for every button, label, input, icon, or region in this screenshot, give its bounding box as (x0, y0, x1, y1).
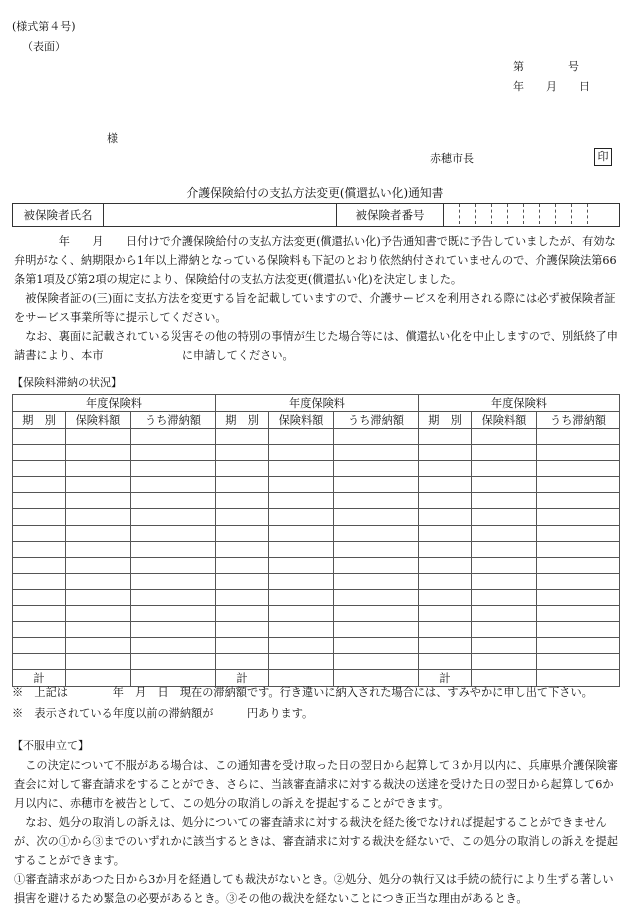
table-cell[interactable] (472, 557, 537, 573)
table-cell[interactable] (537, 509, 620, 525)
table-cell[interactable] (13, 589, 66, 605)
table-cell[interactable] (13, 445, 66, 461)
table-row (13, 557, 620, 573)
col-period: 期 別 (13, 412, 66, 429)
table-cell[interactable] (472, 541, 537, 557)
body-paragraph-3: なお、裏面に記載されている災害その他の特別の事情が生じた場合等には、償還払い化を中止しますので、別紙終了申請書により、本市 に申請してください。 (14, 330, 618, 362)
table-cell[interactable] (13, 606, 66, 622)
table-cell[interactable] (537, 589, 620, 605)
col-arrears: うち滞納額 (334, 412, 419, 429)
table-cell[interactable] (13, 573, 66, 589)
table-row (13, 654, 620, 670)
table-cell[interactable] (131, 493, 216, 509)
table-cell[interactable] (334, 525, 419, 541)
table-cell[interactable] (13, 557, 66, 573)
insured-number-field[interactable] (444, 204, 620, 227)
insured-name-field[interactable] (104, 204, 337, 227)
table-cell[interactable] (537, 622, 620, 638)
table-cell[interactable] (537, 557, 620, 573)
year-premium-header: 年度保険料 (13, 395, 216, 412)
table-cell[interactable] (419, 445, 472, 461)
table-cell[interactable] (216, 573, 269, 589)
table-cell[interactable] (419, 606, 472, 622)
appeal-paragraph-1: この決定について不服がある場合は、この通知書を受け取った日の翌日から起算して３か月以内に、兵庫県介護保険審査会に対して審査請求をすることができ、さらに、当該審査請求に対する裁決の送達を受けた日の翌日から起算して6か月以内に、赤穂市を被告として、この処分の取消しの訴えを提起することができます。 (14, 759, 618, 810)
table-row (13, 477, 620, 493)
table-cell[interactable] (66, 445, 131, 461)
table-cell[interactable] (334, 606, 419, 622)
total-label: 計 (216, 670, 269, 687)
table-cell[interactable] (269, 573, 334, 589)
table-cell[interactable] (334, 573, 419, 589)
table-cell[interactable] (269, 606, 334, 622)
table-cell[interactable] (472, 589, 537, 605)
table-cell[interactable] (131, 541, 216, 557)
official-seal: 印 (594, 148, 612, 166)
table-cell[interactable] (66, 493, 131, 509)
table-cell[interactable] (537, 541, 620, 557)
table-cell[interactable] (216, 429, 269, 445)
table-cell[interactable] (269, 589, 334, 605)
table-cell[interactable] (269, 654, 334, 670)
table-cell[interactable] (419, 461, 472, 477)
table-cell[interactable] (13, 654, 66, 670)
table-cell[interactable] (66, 509, 131, 525)
table-cell[interactable] (334, 654, 419, 670)
table-cell[interactable] (216, 461, 269, 477)
table-cell[interactable] (13, 638, 66, 654)
table-cell[interactable] (66, 541, 131, 557)
col-period: 期 別 (216, 412, 269, 429)
table-cell[interactable] (216, 525, 269, 541)
table-cell[interactable] (13, 541, 66, 557)
table-cell[interactable] (13, 525, 66, 541)
table-cell[interactable] (472, 654, 537, 670)
table-cell[interactable] (131, 429, 216, 445)
table-cell[interactable] (269, 525, 334, 541)
appeal-paragraph-3: ①審査請求があつた日から3か月を経過しても裁決がないとき。②処分、処分の執行又は手続の続行により生ずる著しい損害を避けるため緊急の必要があるとき。③その他の裁決を経ないことにつき正当な理由があるとき。 (14, 873, 614, 905)
table-cell[interactable] (66, 525, 131, 541)
insured-info-table (12, 203, 620, 227)
table-cell[interactable] (66, 654, 131, 670)
table-cell[interactable] (472, 573, 537, 589)
table-cell[interactable] (537, 445, 620, 461)
table-row (13, 541, 620, 557)
note-current-arrears: ※ 上記は 年 月 日 現在の滞納額です。行き違いに納入された場合には、すみやかに申し出て下さい。 (12, 686, 593, 699)
col-premium: 保険料額 (269, 412, 334, 429)
form-number: (様式第４号) (12, 20, 76, 33)
table-cell[interactable] (269, 638, 334, 654)
table-row (13, 445, 620, 461)
note-prior-arrears: ※ 表示されている年度以前の滞納額が 円あります。 (12, 707, 314, 720)
table-cell[interactable] (131, 654, 216, 670)
col-premium: 保険料額 (66, 412, 131, 429)
table-cell[interactable] (419, 509, 472, 525)
page-title: 介護保険給付の支払方法変更(償還払い化)通知書 (186, 186, 444, 200)
table-cell[interactable] (472, 638, 537, 654)
table-row (13, 429, 620, 445)
year-premium-header: 年度保険料 (419, 395, 620, 412)
table-cell[interactable] (537, 461, 620, 477)
arrears-table (12, 394, 620, 687)
table-cell[interactable] (472, 622, 537, 638)
table-cell[interactable] (13, 622, 66, 638)
table-cell[interactable] (66, 622, 131, 638)
side-label: （表面） (22, 40, 66, 53)
table-cell[interactable] (13, 493, 66, 509)
table-cell[interactable] (419, 573, 472, 589)
table-cell[interactable] (472, 525, 537, 541)
insured-name-label: 被保険者氏名 (13, 204, 104, 227)
table-cell[interactable] (13, 461, 66, 477)
table-cell[interactable] (419, 541, 472, 557)
appeal-paragraph-2: なお、処分の取消しの訴えは、処分についての審査請求に対する裁決を経た後でなければ提起することができませんが、次の①から③までのいずれかに該当するときは、審査請求に対する裁決を経ないで、この処分の取消しの訴えを提起することができます。 (14, 816, 618, 867)
date-label: 年 月 日 (513, 80, 590, 93)
table-cell[interactable] (334, 445, 419, 461)
table-row (13, 461, 620, 477)
table-cell[interactable] (419, 638, 472, 654)
table-cell[interactable] (334, 557, 419, 573)
table-cell[interactable] (131, 509, 216, 525)
table-cell[interactable] (419, 477, 472, 493)
table-cell[interactable] (334, 509, 419, 525)
total-label: 計 (419, 670, 472, 687)
table-cell[interactable] (66, 461, 131, 477)
table-row (13, 525, 620, 541)
table-cell[interactable] (66, 429, 131, 445)
table-cell[interactable] (537, 429, 620, 445)
table-cell[interactable] (269, 541, 334, 557)
table-cell[interactable] (334, 461, 419, 477)
total-label: 計 (13, 670, 66, 687)
table-cell[interactable] (419, 493, 472, 509)
col-period: 期 別 (419, 412, 472, 429)
table-row (13, 622, 620, 638)
table-row (13, 638, 620, 654)
table-cell[interactable] (537, 606, 620, 622)
table-cell[interactable] (334, 429, 419, 445)
table-cell[interactable] (537, 477, 620, 493)
table-cell[interactable] (216, 477, 269, 493)
table-cell[interactable] (131, 525, 216, 541)
table-cell[interactable] (131, 606, 216, 622)
table-row (13, 573, 620, 589)
table-row (13, 493, 620, 509)
table-cell[interactable] (334, 541, 419, 557)
table-cell[interactable] (269, 622, 334, 638)
table-cell[interactable] (131, 557, 216, 573)
table-row (13, 606, 620, 622)
table-cell[interactable] (131, 622, 216, 638)
table-cell[interactable] (334, 493, 419, 509)
insured-number-label: 被保険者番号 (337, 204, 444, 227)
table-cell[interactable] (334, 638, 419, 654)
table-cell[interactable] (419, 622, 472, 638)
table-cell[interactable] (419, 654, 472, 670)
table-cell[interactable] (269, 461, 334, 477)
table-cell[interactable] (216, 509, 269, 525)
table-cell[interactable] (269, 493, 334, 509)
col-arrears: うち滞納額 (537, 412, 620, 429)
table-cell[interactable] (131, 461, 216, 477)
table-cell[interactable] (216, 638, 269, 654)
table-cell[interactable] (66, 477, 131, 493)
col-arrears: うち滞納額 (131, 412, 216, 429)
recipient-suffix: 様 (107, 132, 118, 145)
table-cell[interactable] (269, 429, 334, 445)
table-cell[interactable] (216, 589, 269, 605)
document-number-label: 第 号 (513, 60, 579, 73)
table-cell[interactable] (216, 493, 269, 509)
table-cell[interactable] (131, 573, 216, 589)
table-cell[interactable] (472, 477, 537, 493)
table-cell[interactable] (216, 445, 269, 461)
table-cell[interactable] (334, 589, 419, 605)
table-cell[interactable] (472, 493, 537, 509)
table-cell[interactable] (131, 477, 216, 493)
table-cell[interactable] (13, 429, 66, 445)
issuer-name: 赤穂市長 (430, 152, 474, 165)
table-cell[interactable] (131, 445, 216, 461)
table-cell[interactable] (269, 557, 334, 573)
table-cell[interactable] (66, 589, 131, 605)
table-cell[interactable] (537, 573, 620, 589)
table-cell[interactable] (537, 493, 620, 509)
table-cell[interactable] (334, 477, 419, 493)
table-cell[interactable] (66, 573, 131, 589)
arrears-section-title: 【保険料滞納の状況】 (12, 376, 122, 389)
body-paragraph-1: 年 月 日付けで介護保険給付の支払方法変更(償還払い化)予告通知書で既に予告していましたが、有効な弁明がなく、納期限から1年以上滞納となっている保険料も下記のとおり依然納付されていませんので、介護保険法第66条第1項及び第2項の規定により、保険給付の支払方法変更(償還払い化)を決定しました。 (14, 235, 617, 286)
table-cell[interactable] (419, 557, 472, 573)
table-cell[interactable] (216, 557, 269, 573)
table-cell[interactable] (419, 429, 472, 445)
body-paragraph-2: 被保険者証の(三)面に支払方法を変更する旨を記載していますので、介護サービスを利用される際には必ず被保険者証をサービス事業所等に提示してください。 (14, 292, 616, 324)
table-cell[interactable] (334, 622, 419, 638)
table-cell[interactable] (472, 509, 537, 525)
table-cell[interactable] (216, 541, 269, 557)
table-row (13, 509, 620, 525)
table-cell[interactable] (66, 557, 131, 573)
appeal-section-title: 【不服申立て】 (12, 739, 89, 752)
table-cell[interactable] (269, 445, 334, 461)
table-cell[interactable] (66, 606, 131, 622)
table-cell[interactable] (537, 525, 620, 541)
table-cell[interactable] (537, 654, 620, 670)
table-cell[interactable] (131, 638, 216, 654)
table-cell[interactable] (472, 461, 537, 477)
table-cell[interactable] (269, 509, 334, 525)
table-cell[interactable] (472, 429, 537, 445)
table-cell[interactable] (13, 509, 66, 525)
table-cell[interactable] (13, 477, 66, 493)
table-cell[interactable] (537, 638, 620, 654)
table-cell[interactable] (472, 606, 537, 622)
table-cell[interactable] (419, 525, 472, 541)
table-cell[interactable] (269, 477, 334, 493)
table-cell[interactable] (216, 654, 269, 670)
table-cell[interactable] (66, 638, 131, 654)
table-cell[interactable] (216, 606, 269, 622)
table-cell[interactable] (216, 622, 269, 638)
year-premium-header: 年度保険料 (216, 395, 419, 412)
table-cell[interactable] (472, 445, 537, 461)
table-row (13, 589, 620, 605)
table-cell[interactable] (419, 589, 472, 605)
col-premium: 保険料額 (472, 412, 537, 429)
table-cell[interactable] (131, 589, 216, 605)
